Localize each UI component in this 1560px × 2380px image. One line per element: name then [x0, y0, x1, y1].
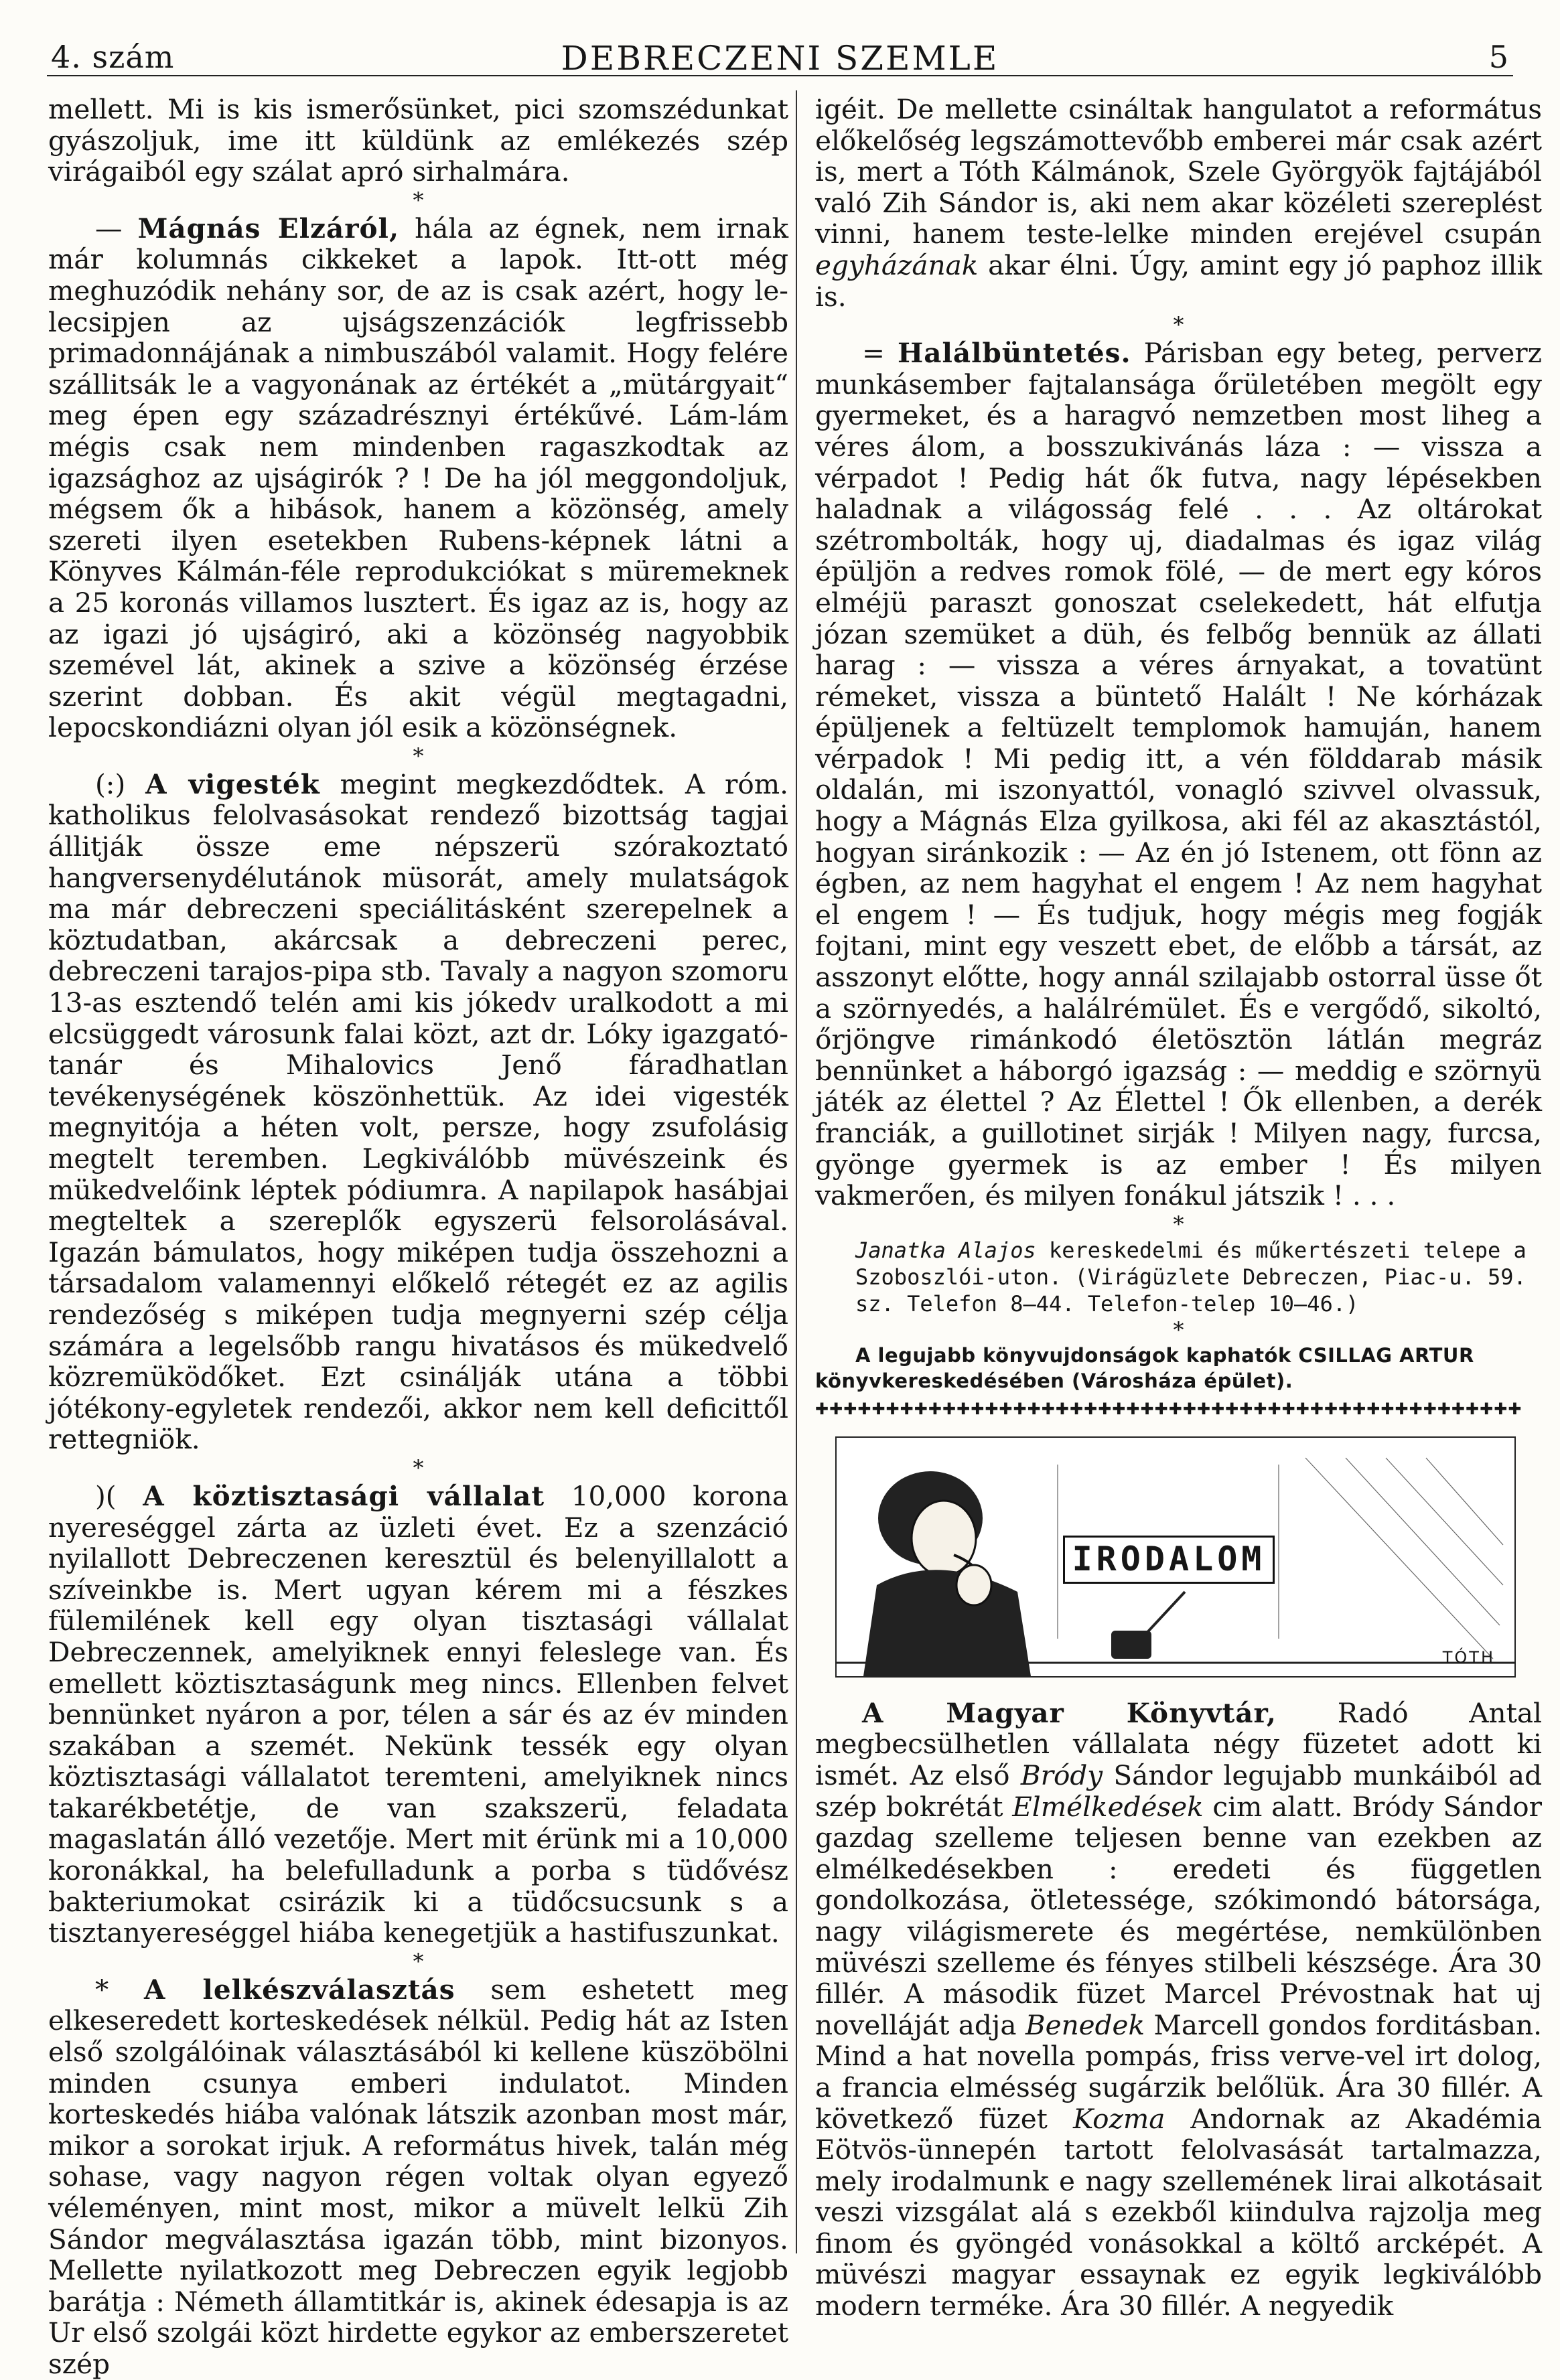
paragraph-lelkesz [48, 1974, 788, 2380]
text-halalbuntetes: Párisban egy beteg, perverz munkásember fajtalansága őrületében megölt egy gyermeket, és a haragvó nemzetben most liheg a véres álom, a bosszukivánás láza : — vissza a vérpadot ! Pedig hát ők futva, nagy lépésekben haladnak a világosság felé . . . Az oltárokat szétrombolták, hogy uj, diadalmas és igaz világ épüljön a redves romok fölé, — de mert egy kóros elméjü paraszt gonoszat cselekedett, hát elfutja józan szemüket a düh, és felbőg bennük az állati harag : — vissza a véres árnyakat, a tovatünt rémeket, vissza a büntető Halált ! Ne kórházak épüljenek a feltüzelt templomok hamuján, hanem vérpadok ! Mi pedig itt, a vén földdarab másik oldalán, mi iszonyattól, vonagló szivvel olvassuk, hogy a Mágnás Elza gyilkosa, aki fél az akasztástól, hogyan siránkozik : — Az én jó Istenem, ott fönn az égben, az nem hagyhat el engem ! Az nem hagyhat el engem ! — És tudjuk, hogy mégis meg fogják fojtani, mint egy veszett ebet, de előbb a társát, az asszonyt előtte, hogy annál szilajabb ostorral üsse őt a szörnyedés, a halálrémület. És e vergődő, sikoltó, őrjöngve rimánkodó életösztön látlán megráz bennünket a háborgó igazság : — meddig e szörnyü játék az élettel ? Az Élettel ! Ők ellenben, a derék franciák, a guillotinet sirják ! Milyen nagy, furcsa, gyönge gyermek is az ember ! És milyen vakmerően, és milyen fonákul játszik ! . . . [815, 337, 1542, 1212]
lead-magyar-konyvtar: A Magyar Könyvtár, [862, 1696, 1277, 1729]
cross-divider: ✚✚✚✚✚✚✚✚✚✚✚✚✚✚✚✚✚✚✚✚✚✚✚✚✚✚✚✚✚✚✚✚✚✚✚✚✚✚✚✚✚✚✚✚✚✚✚✚✚✚ [815, 1399, 1522, 1418]
text-right-p1-end: akar élni. Úgy, amint egy jó paphoz illik is. [815, 248, 1542, 313]
paragraph-continuation-right [815, 94, 1542, 312]
issue-number: 4. szám [51, 39, 175, 75]
prefix-halal: = [862, 337, 898, 370]
italic-benedek: Benedek [1025, 2008, 1145, 2041]
text-mk-d: Marcell gondos forditásban. Mind a hat novella pompás, friss verve-vel irt dolog, a francia elmésség sugárzik belőlük. Ára 30 fillér. A következő füzet [815, 2008, 1542, 2135]
lead-halalbuntetes: Halálbüntetés. [897, 337, 1131, 370]
column-rule [796, 90, 797, 2253]
section-star: * [413, 1455, 424, 1481]
right-column [815, 94, 1542, 2322]
lead-lelkesz: A lelkészválasztás [144, 1973, 455, 2006]
prefix-lelkesz: * [95, 1973, 145, 2006]
section-title: IRODALOM [1063, 1536, 1275, 1584]
irodalom-illustration [835, 1436, 1515, 1678]
illustration-signature: TÓTH [1442, 1648, 1495, 1667]
section-star: * [1173, 1317, 1184, 1343]
dash: — [95, 212, 138, 244]
text-vigestek: megint megkezdődtek. A róm. katholikus felolvasásokat rendező bizottság tagjai állitják össze eme népszerü szórakoztató hangversenydélutánok müsorát, amely mulatságok ma már debreczeni speciálitásként szerepelnek a köztudatban, akárcsak a debreczeni perec, debreczeni tarajos-pipa stb. Tavaly a nagyon szomoru 13-as esztendő telén ami kis jókedv uralkodott a mi elcsüggedt városunk falai közt, azt dr. Lóky igazgató-tanár és Mihalovics Jenő fáradhatlan tevékenységének köszönhettük. Az idei vigesték megnyitója a héten volt, persze, hogy zsufolásig megtelt teremben. Legkiválóbb müvészeink és mükedvelőink léptek pódiumra. A napilapok hasábjai megteltek a szereplők egyszerü felsorolásával. Igazán bámulatos, hogy miképen tudja összehozni a társadalom valamennyi előkelő rétegét ez az agilis rendezőség s miképen tudja megnyerni szép célja számára a legelsőbb rangu hivatásos és mükedvelő közremüködőket. Ezt csinálják utána a többi jótékony-egyletek rendezői, akkor nem kell deficittől rettegniök. [48, 767, 788, 1456]
text-mk-a: Radó Antal megbecsülhetlen vállalata négy füzetet adott ki ismét. Az első [815, 1696, 1542, 1791]
ad-name: Janatka Alajos [855, 1237, 1036, 1263]
section-star: * [413, 743, 424, 769]
italic-brody: Bródy [1020, 1759, 1103, 1791]
italic-egyhazanak: egyházának [815, 248, 979, 281]
section-star: * [413, 1948, 424, 1974]
italic-elmelkedesek: Elmélkedések [1012, 1790, 1204, 1823]
lead-vigestek: A vigesték [145, 767, 320, 800]
italic-kozma: Kozma [1072, 2102, 1165, 2135]
section-star: * [413, 187, 424, 213]
advertisement-janatka [815, 1237, 1542, 1317]
books-notice-line1: A legujabb könyvujdonságok kaphatók CSILLAG ARTUR [855, 1343, 1474, 1367]
left-column [48, 94, 788, 2380]
text-mk-b: Sándor legujabb munkáiból ad szép bokrétát [815, 1759, 1542, 1823]
paragraph-halalbuntetes [815, 338, 1542, 1211]
section-star: * [1173, 1211, 1184, 1237]
prefix-vigestek: (:) [95, 767, 146, 800]
page-header [47, 33, 1513, 76]
books-notice-line2: könyvkereskedésében (Városháza épület). [815, 1369, 1293, 1392]
text-magnas-elza: hála az égnek, nem irnak már kolumnás cikkeket a lapok. Itt-ott még meghuzódik nehány sor, de az is csak azért, hogy le-lecsipjen az ujságszenzációk legfrissebb primadonnájának a nimbuszából valamit. Hogy felére szállitsák le a vagyonának az értékét a „mütárgyait“ meg épen egy századrésznyi értékűvé. Lám-lám mégis csak nem mindenben ragaszkodtak az igazsághoz az ujságirók ? ! De ha jól meggondoljuk, mégsem ők a hibások, hanem a közönség, amely szereti ilyen esetekben Rubens-képnek látni a Könyves Kálmán-féle reprodukciókat s müremeknek a 25 koronás villamos lusztert. És igaz az is, hogy az az igazi jó ujságiró, aki a közönség nagyobbik szemével lát, akinek a szive a közönség érzése szerint dobban. És akit végül megtagadni, lepocskondiázni olyan jól esik a közönségnek. [48, 212, 789, 744]
page-number: 5 [1488, 39, 1509, 75]
text-mk-e: Andornak az Akadémia Eötvös-ünnepén tartott felolvasását tartalmazza, mely irodalmunk e nagy szellemének lirai alkotásait veszi vizsgálat alá s ezekből kiindulva rajzolja meg finom és gyöngéd vonásokkal a költő arcképét. A müvészi magyar essaynak ez egyik legkiválóbb modern terméke. Ára 30 fillér. A negyedik [815, 2102, 1542, 2322]
paragraph-vigestek [48, 769, 788, 1455]
prefix-kozti: )( [95, 1479, 143, 1512]
writer-figure-icon [863, 1471, 1031, 1676]
ad-text: kereskedelmi és műkertészeti telepe a Szoboszlói-uton. (Virágüzlete Debreczen, Piac-u. 59. sz. Telefon 8—44. Telefon-telep 10—46.) [855, 1237, 1527, 1317]
text-right-p1: igéit. De mellette csináltak hangulatot a református előkelőség legszámottevőbb emberei már csak azért is, mert a Tóth Kálmánok, Szele Györgyök fajtájából való Zih Sándor is, aki nem akar közéleti szereplést vinni, hanem teste-lelke minden erejével csupán [815, 93, 1542, 250]
text-kozti: 10,000 korona nyereséggel zárta az üzleti évet. Ez a szenzáció nyilallott Debreczenen keresztül és belenyillalott a szíveinkbe is. Mert ugyan kérem mi a fészkes fülemilének kell egy olyan tisztasági vállalat Debreczennek, amelyiknek ennyi feleslege van. És emellett köztisztaságunk meg nincs. Ellenben felvet bennünket nyáron a por, télen a sár és az év minden szakában a szemét. Nekünk tessék egy olyan köztisztasági vállalatot teremteni, amelyiknek nincs takarékbetétje, de van szakszerü, feladata magaslatán álló vezetője. Mert mit érünk mi a 10,000 koronákkal, ha belefulladunk a porba s tüdővész bakteriumokat csirázik ki a tüdőcsucsunk s a tisztanyereséggel hiába kenegetjük a hastifuszunkat. [48, 1479, 788, 1949]
text-mk-c: cim alatt. Bródy Sándor gazdag szelleme teljesen benne van ezekben az elmélkedésekben : eredeti és független gondolkozása, ötletessége, szókimondó bátorsága, nagy világismerete és megértése, nemkülönben müvészi szelleme és fényes stilbeli készsége. Ára 30 fillér. A második füzet Marcel Prévostnak hat uj novelláját adja [815, 1790, 1542, 2041]
paragraph-continuation: mellett. Mi is kis ismerősünket, pici szomszédunkat gyászoljuk, ime itt küldünk az emlékezés szép virágaiból egy szálat apró sirhalmára. [48, 93, 788, 188]
inkwell-icon [1111, 1592, 1185, 1659]
paragraph-magyar-konyvtar [815, 1698, 1542, 2322]
lead-kozti: A köztisztasági vállalat [143, 1479, 545, 1512]
masthead: DEBRECZENI SZEMLE [561, 39, 999, 78]
paragraph-magnas-elza [48, 213, 788, 743]
lead-magnas-elza: Mágnás Elzáról, [137, 212, 400, 244]
text-lelkesz: sem eshetett meg elkeseredett korteskedések nélkül. Pedig hát az Isten első szolgálóinak választásából ki kellene küszöbölni minden csunya emberi indulatot. Minden korteskedés hiába valónak látszik azonban most már, mikor a sorokat irjuk. A református hivek, talán még sohase, vagy nagyon régen voltak olyan egyező véleményen, mint most, mikor a müvelt lelkü Zih Sándor megválasztása igazán több, mint bizonyos. Mellette nyilatkozott meg Debreczen egyik legjobb barátja : Németh államtitkár is, akinek édesapja is az Ur első szolgái közt hirdette egykor az emberszeretet szép [48, 1973, 789, 2380]
section-star: * [1173, 312, 1184, 338]
paragraph-kozti [48, 1481, 788, 1949]
